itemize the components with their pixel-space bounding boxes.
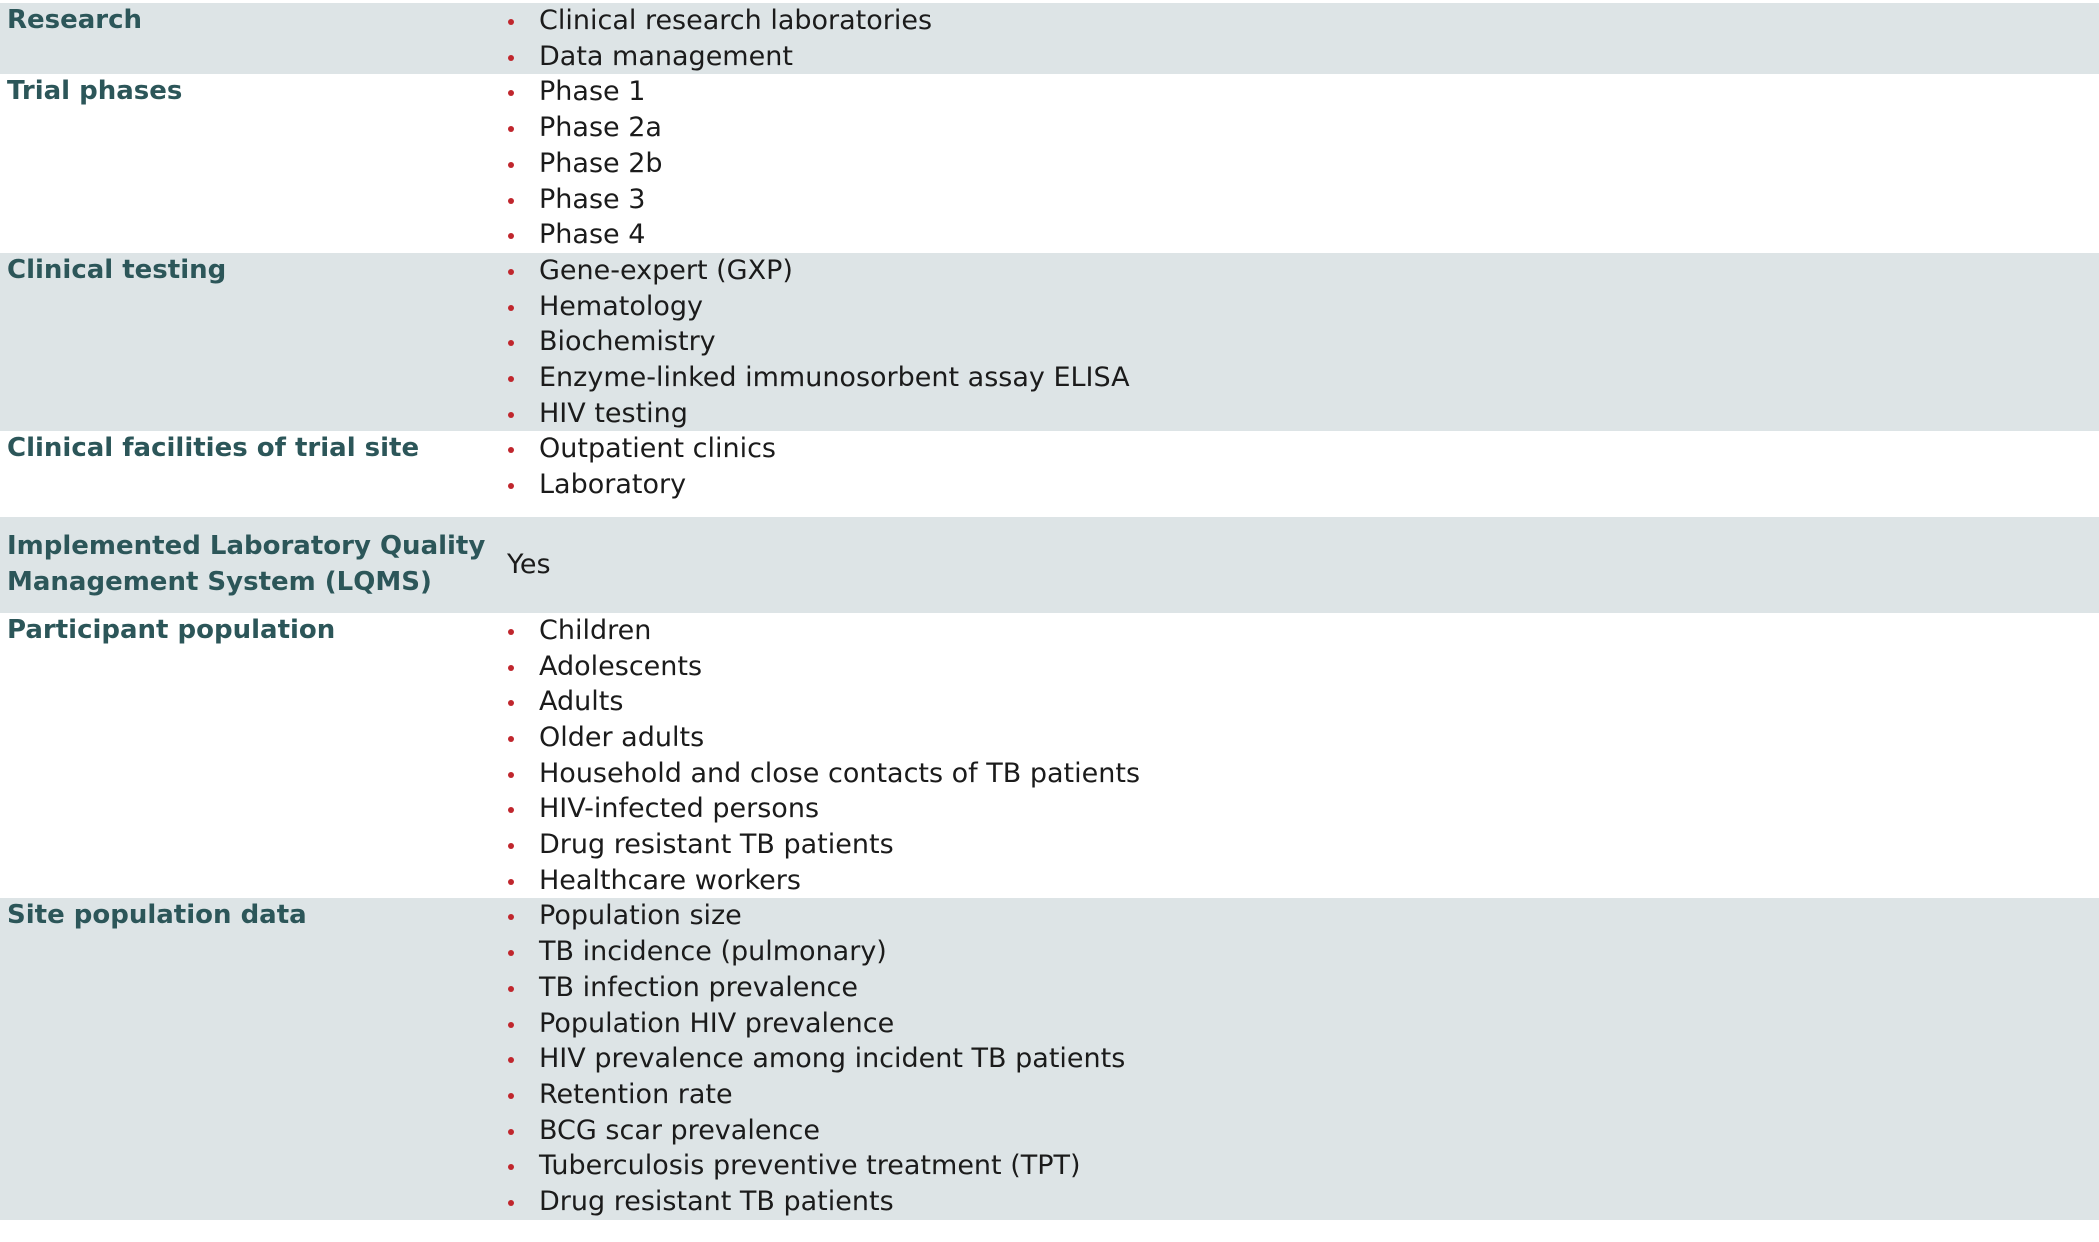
bullet-icon <box>508 700 514 706</box>
bullet-icon <box>508 198 514 204</box>
list-item: Phase 1 <box>497 74 2099 110</box>
list-item: Biochemistry <box>497 324 2099 360</box>
list-item: Enzyme-linked immunosorbent assay ELISA <box>497 360 2099 396</box>
row-values <box>497 898 2099 1219</box>
bullet-icon <box>508 305 514 311</box>
list-item: Phase 4 <box>497 217 2099 253</box>
list-item: Tuberculosis preventive treatment (TPT) <box>497 1148 2099 1184</box>
row-values <box>497 613 2099 899</box>
list-item: Children <box>497 613 2099 649</box>
row-label-line-1: Implemented Laboratory Quality <box>7 531 486 562</box>
list-item: Healthcare workers <box>497 863 2099 899</box>
bullet-icon <box>508 986 514 992</box>
row-label: Clinical facilities of trial site <box>7 433 420 464</box>
list-item: TB incidence (pulmonary) <box>497 934 2099 970</box>
list-item: Older adults <box>497 720 2099 756</box>
table-row-trial-phases <box>0 74 2099 253</box>
bullet-icon <box>508 233 514 239</box>
row-label: Trial phases <box>7 76 183 107</box>
list-item: TB infection prevalence <box>497 970 2099 1006</box>
list-item: Gene-expert (GXP) <box>497 253 2099 289</box>
bullet-icon <box>508 483 514 489</box>
row-values <box>497 3 2099 74</box>
list-item: Laboratory <box>497 467 2099 503</box>
bullet-icon <box>508 376 514 382</box>
table-row-clinical-facilities <box>0 431 2099 516</box>
list-item: Phase 3 <box>497 182 2099 218</box>
table-row-clinical-testing <box>0 253 2099 432</box>
list-item: HIV-infected persons <box>497 791 2099 827</box>
row-values <box>497 253 2099 432</box>
list-item: Clinical research laboratories <box>497 3 2099 39</box>
bullet-icon <box>508 807 514 813</box>
bullet-icon <box>508 1093 514 1099</box>
bullet-icon <box>508 55 514 61</box>
bullet-icon <box>508 340 514 346</box>
list-item: Hematology <box>497 289 2099 325</box>
bullet-icon <box>508 1200 514 1206</box>
bullet-icon <box>508 126 514 132</box>
bullet-icon <box>508 90 514 96</box>
site-capabilities-table <box>0 3 2099 1220</box>
row-label: Research <box>7 5 143 35</box>
list-item: HIV testing <box>497 396 2099 432</box>
row-label: Site population data <box>7 900 307 931</box>
bullet-icon <box>508 665 514 671</box>
bullet-icon <box>508 412 514 418</box>
row-values <box>497 74 2099 253</box>
list-item: Data management <box>497 39 2099 75</box>
bullet-icon <box>508 19 514 25</box>
bullet-icon <box>508 1129 514 1135</box>
list-item: Retention rate <box>497 1077 2099 1113</box>
bullet-icon <box>508 772 514 778</box>
bullet-icon <box>508 914 514 920</box>
row-label: Clinical testing <box>7 254 227 285</box>
bullet-icon <box>508 843 514 849</box>
list-item: Drug resistant TB patients <box>497 827 2099 863</box>
list-item: Adolescents <box>497 649 2099 685</box>
row-label-line-2: Management System (LQMS) <box>7 566 432 597</box>
lqms-value: Yes <box>507 549 551 581</box>
list-item: Outpatient clinics <box>497 431 2099 467</box>
bullet-icon <box>508 950 514 956</box>
list-item: Population HIV prevalence <box>497 1006 2099 1042</box>
list-item: HIV prevalence among incident TB patients <box>497 1041 2099 1077</box>
bullet-icon <box>508 447 514 453</box>
bullet-icon <box>508 736 514 742</box>
table-row-site-population-data <box>0 898 2099 1219</box>
bullet-icon <box>508 1164 514 1170</box>
list-item: BCG scar prevalence <box>497 1113 2099 1149</box>
list-item: Phase 2a <box>497 110 2099 146</box>
table-row-participant-population <box>0 613 2099 899</box>
list-item: Household and close contacts of TB patients <box>497 756 2099 792</box>
table-row-lqms <box>0 517 2099 613</box>
bullet-icon <box>508 1057 514 1063</box>
list-item: Phase 2b <box>497 146 2099 182</box>
row-label <box>0 529 497 600</box>
bullet-icon <box>508 1022 514 1028</box>
row-values <box>497 431 2099 502</box>
row-label: Participant population <box>7 614 336 645</box>
list-item: Population size <box>497 898 2099 934</box>
bullet-icon <box>508 269 514 275</box>
bullet-icon <box>508 629 514 635</box>
row-values <box>497 549 2099 580</box>
list-item: Drug resistant TB patients <box>497 1184 2099 1220</box>
list-item: Adults <box>497 684 2099 720</box>
table-row-research <box>0 3 2099 74</box>
bullet-icon <box>508 879 514 885</box>
bullet-icon <box>508 162 514 168</box>
